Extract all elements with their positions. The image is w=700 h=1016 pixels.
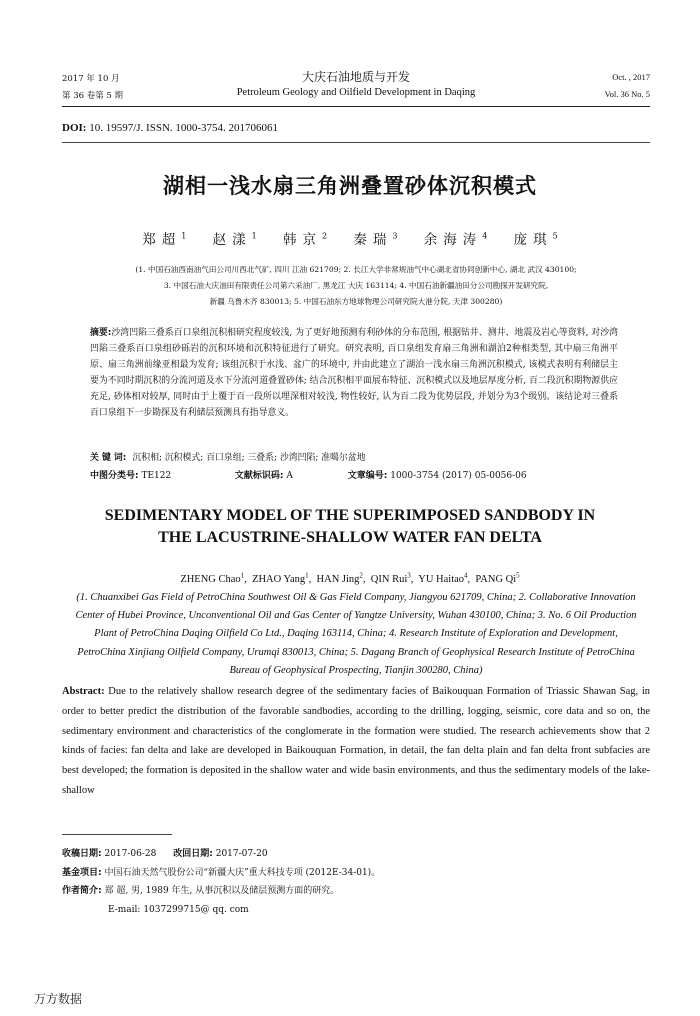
classification-line bbox=[90, 468, 618, 481]
affiliations-cn bbox=[72, 262, 640, 310]
header-journal-en: Petroleum Geology and Oilfield Development in Daqing bbox=[236, 87, 476, 98]
abstract-en-label: Abstract: bbox=[62, 686, 105, 697]
authors-en bbox=[0, 571, 700, 585]
revised-label: 改回日期: bbox=[173, 849, 213, 859]
clc-label: 中图分类号: bbox=[90, 471, 139, 481]
abstract-cn-label: 摘要: bbox=[90, 328, 112, 338]
received-date: 2017-06-28 bbox=[104, 849, 157, 859]
header-volume-cn: 第 36 卷第 5 期 bbox=[62, 91, 124, 101]
title-cn: 湖相一浅水扇三角洲叠置砂体沉积模式 bbox=[163, 174, 537, 198]
affiliation-cn-line: 3. 中国石油大庆油田有限责任公司第六采油厂, 黑龙江 大庆 163114; 4. 中国石油新疆油田分公司勘探开发研究院, bbox=[163, 281, 549, 290]
fund-text: 中国石油天然气股份公司“新疆大庆”重大科技专项 (2012E-34-01)。 bbox=[104, 867, 381, 878]
header-volume-en: Vol. 36 No. 5 bbox=[604, 89, 650, 99]
author-en: ZHAO Yang$^1$, bbox=[252, 571, 317, 585]
header-journal-cn: 大庆石油地质与开发 bbox=[301, 70, 410, 84]
abstract-cn bbox=[90, 325, 618, 422]
header-date-en: Oct. , 2017 bbox=[612, 72, 650, 82]
authors-cn bbox=[0, 228, 700, 248]
clc-value: TE122 bbox=[141, 471, 172, 481]
footnote-fund bbox=[62, 864, 650, 883]
affiliations-en: (1. Chuanxibei Gas Field of PetroChina Southwest Oil & Gas Field Company, Jiangyou 621709, China; 2. Collaborative Innovation Center of Hubei Province, Unconventional Oil and Gas Center of Yangtze University, Wuhan 430100, China; 3. No. 6 Oil Production Plant of PetroChina Daqing Oilfield Co Ltd., Daqing 163114, China; 4. Research Institute of Exploration and Development, PetroChina Xinjiang Oilfield Company, Urumqi 830013, China; 5. Dagang Branch of Geophysical Research Institute of PetroChina Bureau of Geophysical Prospecting, Tianjin 300280, China) bbox=[75, 592, 637, 676]
author-en: HAN Jing$^2$, bbox=[316, 571, 371, 585]
author-email: E-mail: 1037299715@ qq. com bbox=[108, 904, 249, 915]
doi-rule bbox=[62, 142, 650, 143]
keywords-cn-label: 关 键 词: bbox=[90, 453, 127, 463]
header-rule bbox=[62, 106, 650, 107]
author-en: QIN Rui$^3$, bbox=[370, 571, 419, 585]
doc-code-value: A bbox=[286, 471, 293, 481]
affiliation-cn-line: 新疆 乌鲁木齐 830013; 5. 中国石油东方地球物理公司研究院大港分院, 天津 300280) bbox=[209, 297, 503, 306]
header-date-cn: 2017 年 10 月 bbox=[62, 74, 120, 84]
abstract-en bbox=[62, 682, 650, 801]
keywords-cn-text: 沉积相; 沉积模式; 百口泉组; 三叠系; 沙湾凹陷; 准噶尔盆地 bbox=[132, 453, 366, 463]
title-en-line: SEDIMENTARY MODEL OF THE SUPERIMPOSED SANDBODY IN bbox=[104, 507, 596, 524]
doc-code-label: 文献标识码: bbox=[234, 471, 284, 481]
footnote-rule bbox=[62, 834, 172, 835]
author-cn: 赵漾$^1$ bbox=[212, 231, 257, 248]
author-bio-label: 作者简介: bbox=[62, 886, 102, 896]
author-cn: 韩京$^2$ bbox=[283, 231, 328, 248]
running-header bbox=[62, 68, 650, 108]
revised-date: 2017-07-20 bbox=[215, 849, 268, 859]
doi-value: 10. 19597/J. ISSN. 1000-3754. 201706061 bbox=[89, 122, 279, 134]
article-no-label: 文章编号: bbox=[347, 471, 388, 481]
footnote-author bbox=[62, 882, 650, 901]
received-label: 收稿日期: bbox=[62, 849, 102, 859]
footnote-dates bbox=[62, 845, 650, 864]
author-en: YU Haitao$^4$, bbox=[418, 571, 476, 585]
doi-line bbox=[62, 122, 278, 134]
author-cn: 秦瑞$^3$ bbox=[353, 231, 398, 248]
author-bio-text: 郑 超, 男, 1989 年生, 从事沉积以及储层预测方面的研究。 bbox=[104, 886, 340, 896]
author-cn: 郑超$^1$ bbox=[142, 231, 187, 248]
keywords-cn bbox=[90, 450, 618, 463]
fund-label: 基金项目: bbox=[62, 867, 102, 878]
author-cn: 余海涛$^4$ bbox=[423, 231, 488, 248]
article-no-value: 1000-3754 (2017) 05-0056-06 bbox=[390, 471, 527, 481]
watermark: 万方数据 bbox=[34, 992, 83, 1006]
affiliation-cn-line: (1. 中国石油西南油气田公司川西北气矿, 四川 江油 621709; 2. 长江大学非常规油气中心湖北省协同创新中心, 湖北 武汉 430100; bbox=[135, 265, 577, 274]
title-en bbox=[0, 505, 700, 549]
footnotes bbox=[62, 845, 650, 919]
abstract-en-text: Due to the relatively shallow research degree of the sedimentary facies of Baikouquan Formation of Triassic Shawan Sag, in order to better predict the distribution of the favorable sandbodies, according to the drilling, logging, seismic, core data and so on, the sedimentary environment and characteristics of the conglomerate in the formation were studied. The research achievements show that 2 kinds of facies: fan delta and lake are developed in Baikouquan Formation, in detail, the fan delta plain and fan delta front subfacies are best developed; the formation is deposited in the shallow water and wide basin environments, and thus the sedimentary models of the lake-shallow bbox=[62, 686, 650, 796]
author-en: PANG Qi$^5$ bbox=[475, 571, 520, 585]
author-en: ZHENG Chao$^1$, bbox=[180, 571, 253, 585]
doi-label: DOI: bbox=[62, 122, 87, 134]
title-en-line: THE LACUSTRINE-SHALLOW WATER FAN DELTA bbox=[158, 529, 542, 546]
abstract-cn-text: 沙湾凹陷三叠系百口泉组沉积相研究程度较浅, 为了更好地预测有利砂体的分布范围, 根据钻井、测井、地震及岩心等资料, 对沙湾凹陷三叠系百口泉组砂砾岩的沉积环境和沉积特征进行了研究。研究表明, 百口泉组发育扇三角洲和湖泊2种相类型, 其中扇三角洲平原、扇三角洲前缘亚相最为发育; 该组沉积于水浅、盆广的环境中, 并由此建立了湖泊一浅水扇三角洲沉积模式, 该模式表明有利储层主要为不同时期沉积的分流河道及水下分流河道叠置砂体; 结合沉积相平面展布特征、沉积模式以及地层厚度分析, 百二段沉积期物源供应充足, 砂体相对较厚, 同时由于上覆于百一段所以埋深相对较浅, 物性较好, 认为百二段为优势层段, 并划分为3个级别。该结论对三叠系百口泉组下一步勘探及有利储层预测具有指导意义。 bbox=[90, 328, 618, 419]
author-cn: 庞琪$^5$ bbox=[513, 231, 558, 248]
